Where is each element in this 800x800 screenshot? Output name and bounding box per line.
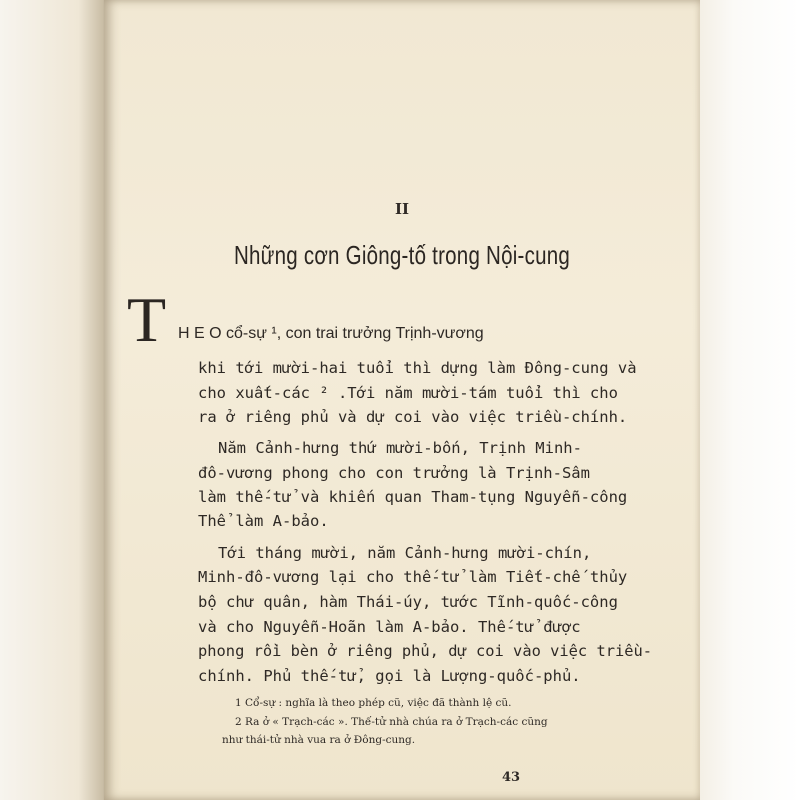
- footnote-2: 2 Ra ở « Trạch-các ». Thế-tử nhà chúa ra ở Trạch-các cũng: [235, 716, 548, 728]
- body-line-first: H E O cổ-sự ¹, con trai trưởng Trịnh-vương: [178, 325, 484, 342]
- body-line: Minh-đô-vương lại cho thế-tử làm Tiết-chế thủy: [198, 568, 628, 586]
- body-line: chính. Phủ thế-tử, gọi là Lượng-quốc-phủ.: [198, 667, 581, 685]
- drop-cap: T: [127, 284, 167, 355]
- footnote-1: 1 Cổ-sự : nghĩa là theo phép cũ, việc đã thành lệ cũ.: [235, 697, 512, 709]
- body-line: Tới tháng mười, năm Cảnh-hưng mười-chín,: [218, 544, 592, 562]
- footnote-2-cont: như thái-tử nhà vua ra ở Đông-cung.: [222, 734, 416, 746]
- background-right: [690, 0, 800, 800]
- body-line: và cho Nguyễn-Hoãn làm A-bảo. Thế-tử được: [198, 618, 581, 636]
- facing-page-shadow: [0, 0, 112, 800]
- chapter-number: II: [394, 200, 410, 218]
- page-number: 43: [502, 770, 521, 785]
- body-line: Thể làm A-bảo.: [198, 512, 329, 530]
- body-line: Năm Cảnh-hưng thứ mười-bốn, Trịnh Minh-: [218, 439, 582, 457]
- body-line: bộ chư quân, hàm Thái-úy, tước Tĩnh-quốc-công: [198, 593, 618, 611]
- chapter-title: Những cơn Giông-tố trong Nội-cung: [233, 240, 571, 270]
- body-line: ra ở riêng phủ và dự coi vào việc triều-chính.: [198, 408, 628, 426]
- body-line: làm thế-tử và khiến quan Tham-tụng Nguyễn-công: [198, 488, 628, 506]
- body-line: khi tới mười-hai tuổi thì dựng làm Đông-cung và: [198, 359, 637, 377]
- body-line: cho xuất-các ² .Tới năm mười-tám tuổi thì cho: [198, 384, 618, 402]
- body-line: đô-vương phong cho con trưởng là Trịnh-Sâm: [198, 464, 590, 482]
- body-line: phong rồi bèn ở riêng phủ, dự coi vào việc triều-: [198, 642, 653, 660]
